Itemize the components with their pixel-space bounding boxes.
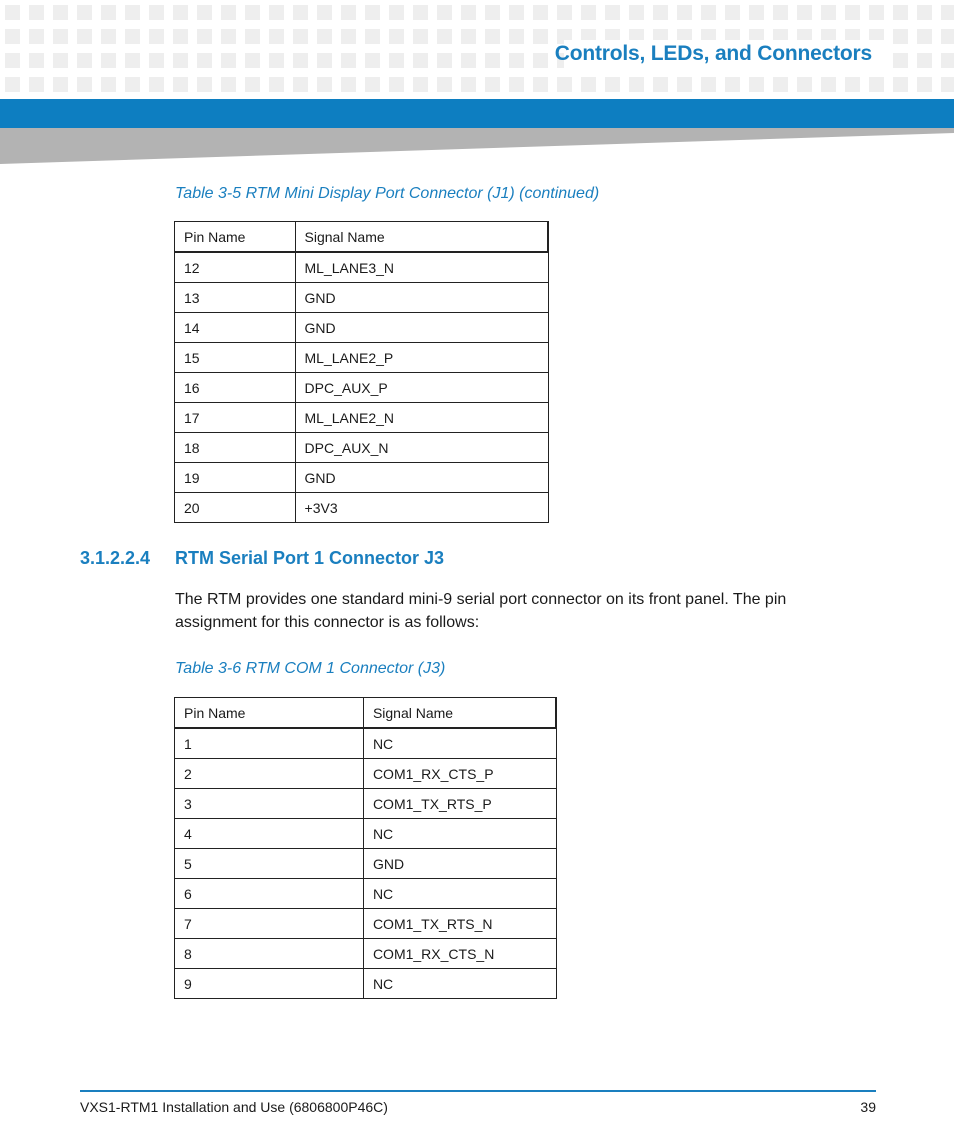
- pattern-square: [317, 53, 332, 68]
- pattern-square: [869, 77, 884, 92]
- pattern-square: [509, 77, 524, 92]
- signal-name-cell: NC: [363, 819, 556, 849]
- table-row: [175, 403, 549, 433]
- pattern-square: [125, 53, 140, 68]
- pattern-square: [365, 77, 380, 92]
- pattern-square: [653, 77, 668, 92]
- pattern-square: [485, 5, 500, 20]
- table1-header-row: [175, 222, 549, 253]
- pattern-square: [245, 77, 260, 92]
- signal-name-cell: NC: [363, 879, 556, 909]
- pattern-square: [941, 29, 954, 44]
- signal-name-cell: NC: [363, 969, 556, 999]
- pattern-square: [149, 29, 164, 44]
- pattern-square: [53, 53, 68, 68]
- signal-name-cell: ML_LANE3_N: [295, 252, 548, 283]
- pattern-square: [53, 77, 68, 92]
- pattern-square: [29, 53, 44, 68]
- pattern-square: [245, 29, 260, 44]
- signal-name-cell: COM1_RX_CTS_P: [363, 759, 556, 789]
- pattern-square: [437, 29, 452, 44]
- signal-name-cell: GND: [295, 283, 548, 313]
- pattern-square: [701, 77, 716, 92]
- pattern-square: [173, 77, 188, 92]
- pattern-square: [77, 77, 92, 92]
- pattern-square: [917, 53, 932, 68]
- pattern-square: [293, 77, 308, 92]
- signal-name-cell: GND: [295, 313, 548, 343]
- pattern-square: [701, 5, 716, 20]
- pattern-square: [581, 77, 596, 92]
- pattern-square: [533, 5, 548, 20]
- pin-name-cell: 9: [175, 969, 364, 999]
- pattern-square: [29, 77, 44, 92]
- pattern-square: [149, 5, 164, 20]
- pattern-square: [485, 29, 500, 44]
- pattern-square: [125, 29, 140, 44]
- page-section-title: Controls, LEDs, and Connectors: [554, 42, 872, 65]
- pattern-square: [77, 5, 92, 20]
- pattern-square: [5, 53, 20, 68]
- pattern-square: [197, 53, 212, 68]
- pattern-square: [749, 77, 764, 92]
- pin-name-cell: 4: [175, 819, 364, 849]
- pattern-square: [749, 5, 764, 20]
- pin-name-cell: 6: [175, 879, 364, 909]
- pattern-square: [773, 5, 788, 20]
- table-row: [175, 728, 557, 759]
- pattern-square: [317, 29, 332, 44]
- pattern-square: [605, 5, 620, 20]
- table-row: [175, 463, 549, 493]
- pattern-square: [269, 77, 284, 92]
- table2-col-signal-name: Signal Name: [363, 698, 556, 729]
- pattern-square: [413, 5, 428, 20]
- table-row: [175, 909, 557, 939]
- pin-name-cell: 12: [175, 252, 296, 283]
- section-number: 3.1.2.2.4: [80, 548, 151, 568]
- pattern-square: [173, 5, 188, 20]
- pattern-square: [365, 29, 380, 44]
- pattern-square: [269, 29, 284, 44]
- pattern-square: [197, 5, 212, 20]
- pin-name-cell: 15: [175, 343, 296, 373]
- pattern-square: [941, 77, 954, 92]
- pattern-square: [461, 5, 476, 20]
- pattern-square: [341, 77, 356, 92]
- pattern-square: [389, 29, 404, 44]
- pattern-square: [773, 77, 788, 92]
- pattern-square: [581, 5, 596, 20]
- pattern-square: [77, 29, 92, 44]
- pattern-square: [389, 77, 404, 92]
- pattern-square: [293, 29, 308, 44]
- pattern-square: [413, 53, 428, 68]
- pattern-square: [605, 77, 620, 92]
- pattern-square: [533, 29, 548, 44]
- pattern-square: [341, 5, 356, 20]
- signal-name-cell: DPC_AUX_N: [295, 433, 548, 463]
- pattern-square: [317, 5, 332, 20]
- table2-header-row: [175, 698, 557, 729]
- signal-name-cell: +3V3: [295, 493, 548, 523]
- section-title: RTM Serial Port 1 Connector J3: [175, 548, 445, 568]
- signal-name-cell: NC: [363, 728, 556, 759]
- table1: [174, 221, 549, 523]
- pattern-square: [941, 5, 954, 20]
- pin-name-cell: 14: [175, 313, 296, 343]
- section-heading: [80, 548, 444, 569]
- pattern-square: [245, 53, 260, 68]
- table-row: [175, 283, 549, 313]
- pattern-square: [509, 5, 524, 20]
- pattern-square: [5, 77, 20, 92]
- table-row: [175, 939, 557, 969]
- pin-name-cell: 5: [175, 849, 364, 879]
- pin-name-cell: 16: [175, 373, 296, 403]
- pattern-square: [125, 77, 140, 92]
- pattern-square: [893, 5, 908, 20]
- table-row: [175, 343, 549, 373]
- pattern-square: [101, 5, 116, 20]
- pattern-square: [173, 29, 188, 44]
- table-row: [175, 252, 549, 283]
- pattern-square: [245, 5, 260, 20]
- pattern-square: [317, 77, 332, 92]
- pattern-square: [725, 5, 740, 20]
- pattern-square: [557, 5, 572, 20]
- pattern-square: [149, 53, 164, 68]
- pin-name-cell: 7: [175, 909, 364, 939]
- pin-name-cell: 1: [175, 728, 364, 759]
- signal-name-cell: COM1_TX_RTS_P: [363, 789, 556, 819]
- table-row: [175, 493, 549, 523]
- pattern-square: [173, 53, 188, 68]
- pattern-square: [269, 53, 284, 68]
- pattern-square: [197, 77, 212, 92]
- pattern-square: [917, 29, 932, 44]
- pattern-square: [845, 5, 860, 20]
- pattern-square: [941, 53, 954, 68]
- table2-col-pin-name: Pin Name: [175, 698, 364, 729]
- signal-name-cell: DPC_AUX_P: [295, 373, 548, 403]
- pattern-square: [413, 77, 428, 92]
- pattern-square: [413, 29, 428, 44]
- pattern-square: [485, 77, 500, 92]
- table2: [174, 697, 557, 999]
- pattern-square: [845, 77, 860, 92]
- table-row: [175, 433, 549, 463]
- pin-name-cell: 18: [175, 433, 296, 463]
- pattern-square: [341, 29, 356, 44]
- footer-page-number: 39: [860, 1099, 876, 1115]
- pattern-square: [365, 5, 380, 20]
- pin-name-cell: 8: [175, 939, 364, 969]
- pattern-square: [797, 5, 812, 20]
- pattern-square: [869, 5, 884, 20]
- pattern-square: [653, 5, 668, 20]
- pattern-square: [29, 5, 44, 20]
- pattern-square: [365, 53, 380, 68]
- pattern-square: [917, 5, 932, 20]
- table-row: [175, 969, 557, 999]
- pattern-square: [437, 5, 452, 20]
- table1-col-signal-name: Signal Name: [295, 222, 548, 253]
- signal-name-cell: ML_LANE2_N: [295, 403, 548, 433]
- signal-name-cell: COM1_TX_RTS_N: [363, 909, 556, 939]
- pattern-square: [77, 53, 92, 68]
- pin-name-cell: 13: [175, 283, 296, 313]
- pin-name-cell: 2: [175, 759, 364, 789]
- pin-name-cell: 17: [175, 403, 296, 433]
- section-body-text: The RTM provides one standard mini-9 serial port connector on its front panel. The pin assignment for this connector is as follows:: [175, 591, 787, 631]
- pattern-square: [53, 29, 68, 44]
- table-row: [175, 849, 557, 879]
- table-row: [175, 819, 557, 849]
- pattern-square: [221, 29, 236, 44]
- table-row: [175, 879, 557, 909]
- pattern-square: [797, 77, 812, 92]
- signal-name-cell: ML_LANE2_P: [295, 343, 548, 373]
- pattern-square: [29, 29, 44, 44]
- pattern-square: [101, 77, 116, 92]
- pattern-square: [5, 5, 20, 20]
- pattern-square: [533, 53, 548, 68]
- footer-doc-title: VXS1-RTM1 Installation and Use (6806800P46C): [80, 1099, 388, 1115]
- pattern-square: [269, 5, 284, 20]
- pattern-square: [461, 53, 476, 68]
- pattern-square: [221, 5, 236, 20]
- pattern-square: [917, 77, 932, 92]
- pattern-square: [125, 5, 140, 20]
- pattern-square: [893, 29, 908, 44]
- pattern-square: [893, 53, 908, 68]
- pattern-square: [5, 29, 20, 44]
- pattern-square: [461, 77, 476, 92]
- pattern-square: [677, 5, 692, 20]
- pin-name-cell: 3: [175, 789, 364, 819]
- pattern-square: [221, 77, 236, 92]
- table1-col-pin-name: Pin Name: [175, 222, 296, 253]
- pattern-square: [629, 77, 644, 92]
- pattern-square: [341, 53, 356, 68]
- pattern-square: [53, 5, 68, 20]
- pattern-square: [461, 29, 476, 44]
- table-row: [175, 759, 557, 789]
- pattern-square: [821, 77, 836, 92]
- pin-name-cell: 19: [175, 463, 296, 493]
- signal-name-cell: COM1_RX_CTS_N: [363, 939, 556, 969]
- header-bar: [0, 99, 954, 128]
- pattern-square: [221, 53, 236, 68]
- signal-name-cell: GND: [295, 463, 548, 493]
- table-row: [175, 789, 557, 819]
- pattern-square: [557, 77, 572, 92]
- pattern-square: [509, 29, 524, 44]
- pattern-square: [821, 5, 836, 20]
- pattern-square: [389, 53, 404, 68]
- pattern-square: [437, 77, 452, 92]
- pattern-square: [485, 53, 500, 68]
- pattern-square: [149, 77, 164, 92]
- pin-name-cell: 20: [175, 493, 296, 523]
- pattern-square: [509, 53, 524, 68]
- pattern-square: [293, 53, 308, 68]
- pattern-square: [725, 77, 740, 92]
- table-row: [175, 373, 549, 403]
- pattern-square: [389, 5, 404, 20]
- signal-name-cell: GND: [363, 849, 556, 879]
- pattern-square: [101, 53, 116, 68]
- pattern-square: [677, 77, 692, 92]
- pattern-square: [197, 29, 212, 44]
- table1-caption: Table 3-5 RTM Mini Display Port Connector (J1) (continued): [175, 185, 600, 202]
- pattern-square: [101, 29, 116, 44]
- footer-rule: [80, 1090, 876, 1092]
- pattern-square: [437, 53, 452, 68]
- pattern-square: [293, 5, 308, 20]
- pattern-square: [533, 77, 548, 92]
- table2-caption: Table 3-6 RTM COM 1 Connector (J3): [175, 660, 446, 677]
- pattern-square: [629, 5, 644, 20]
- table-row: [175, 313, 549, 343]
- pattern-square: [893, 77, 908, 92]
- header-gray-wedge: [0, 128, 954, 164]
